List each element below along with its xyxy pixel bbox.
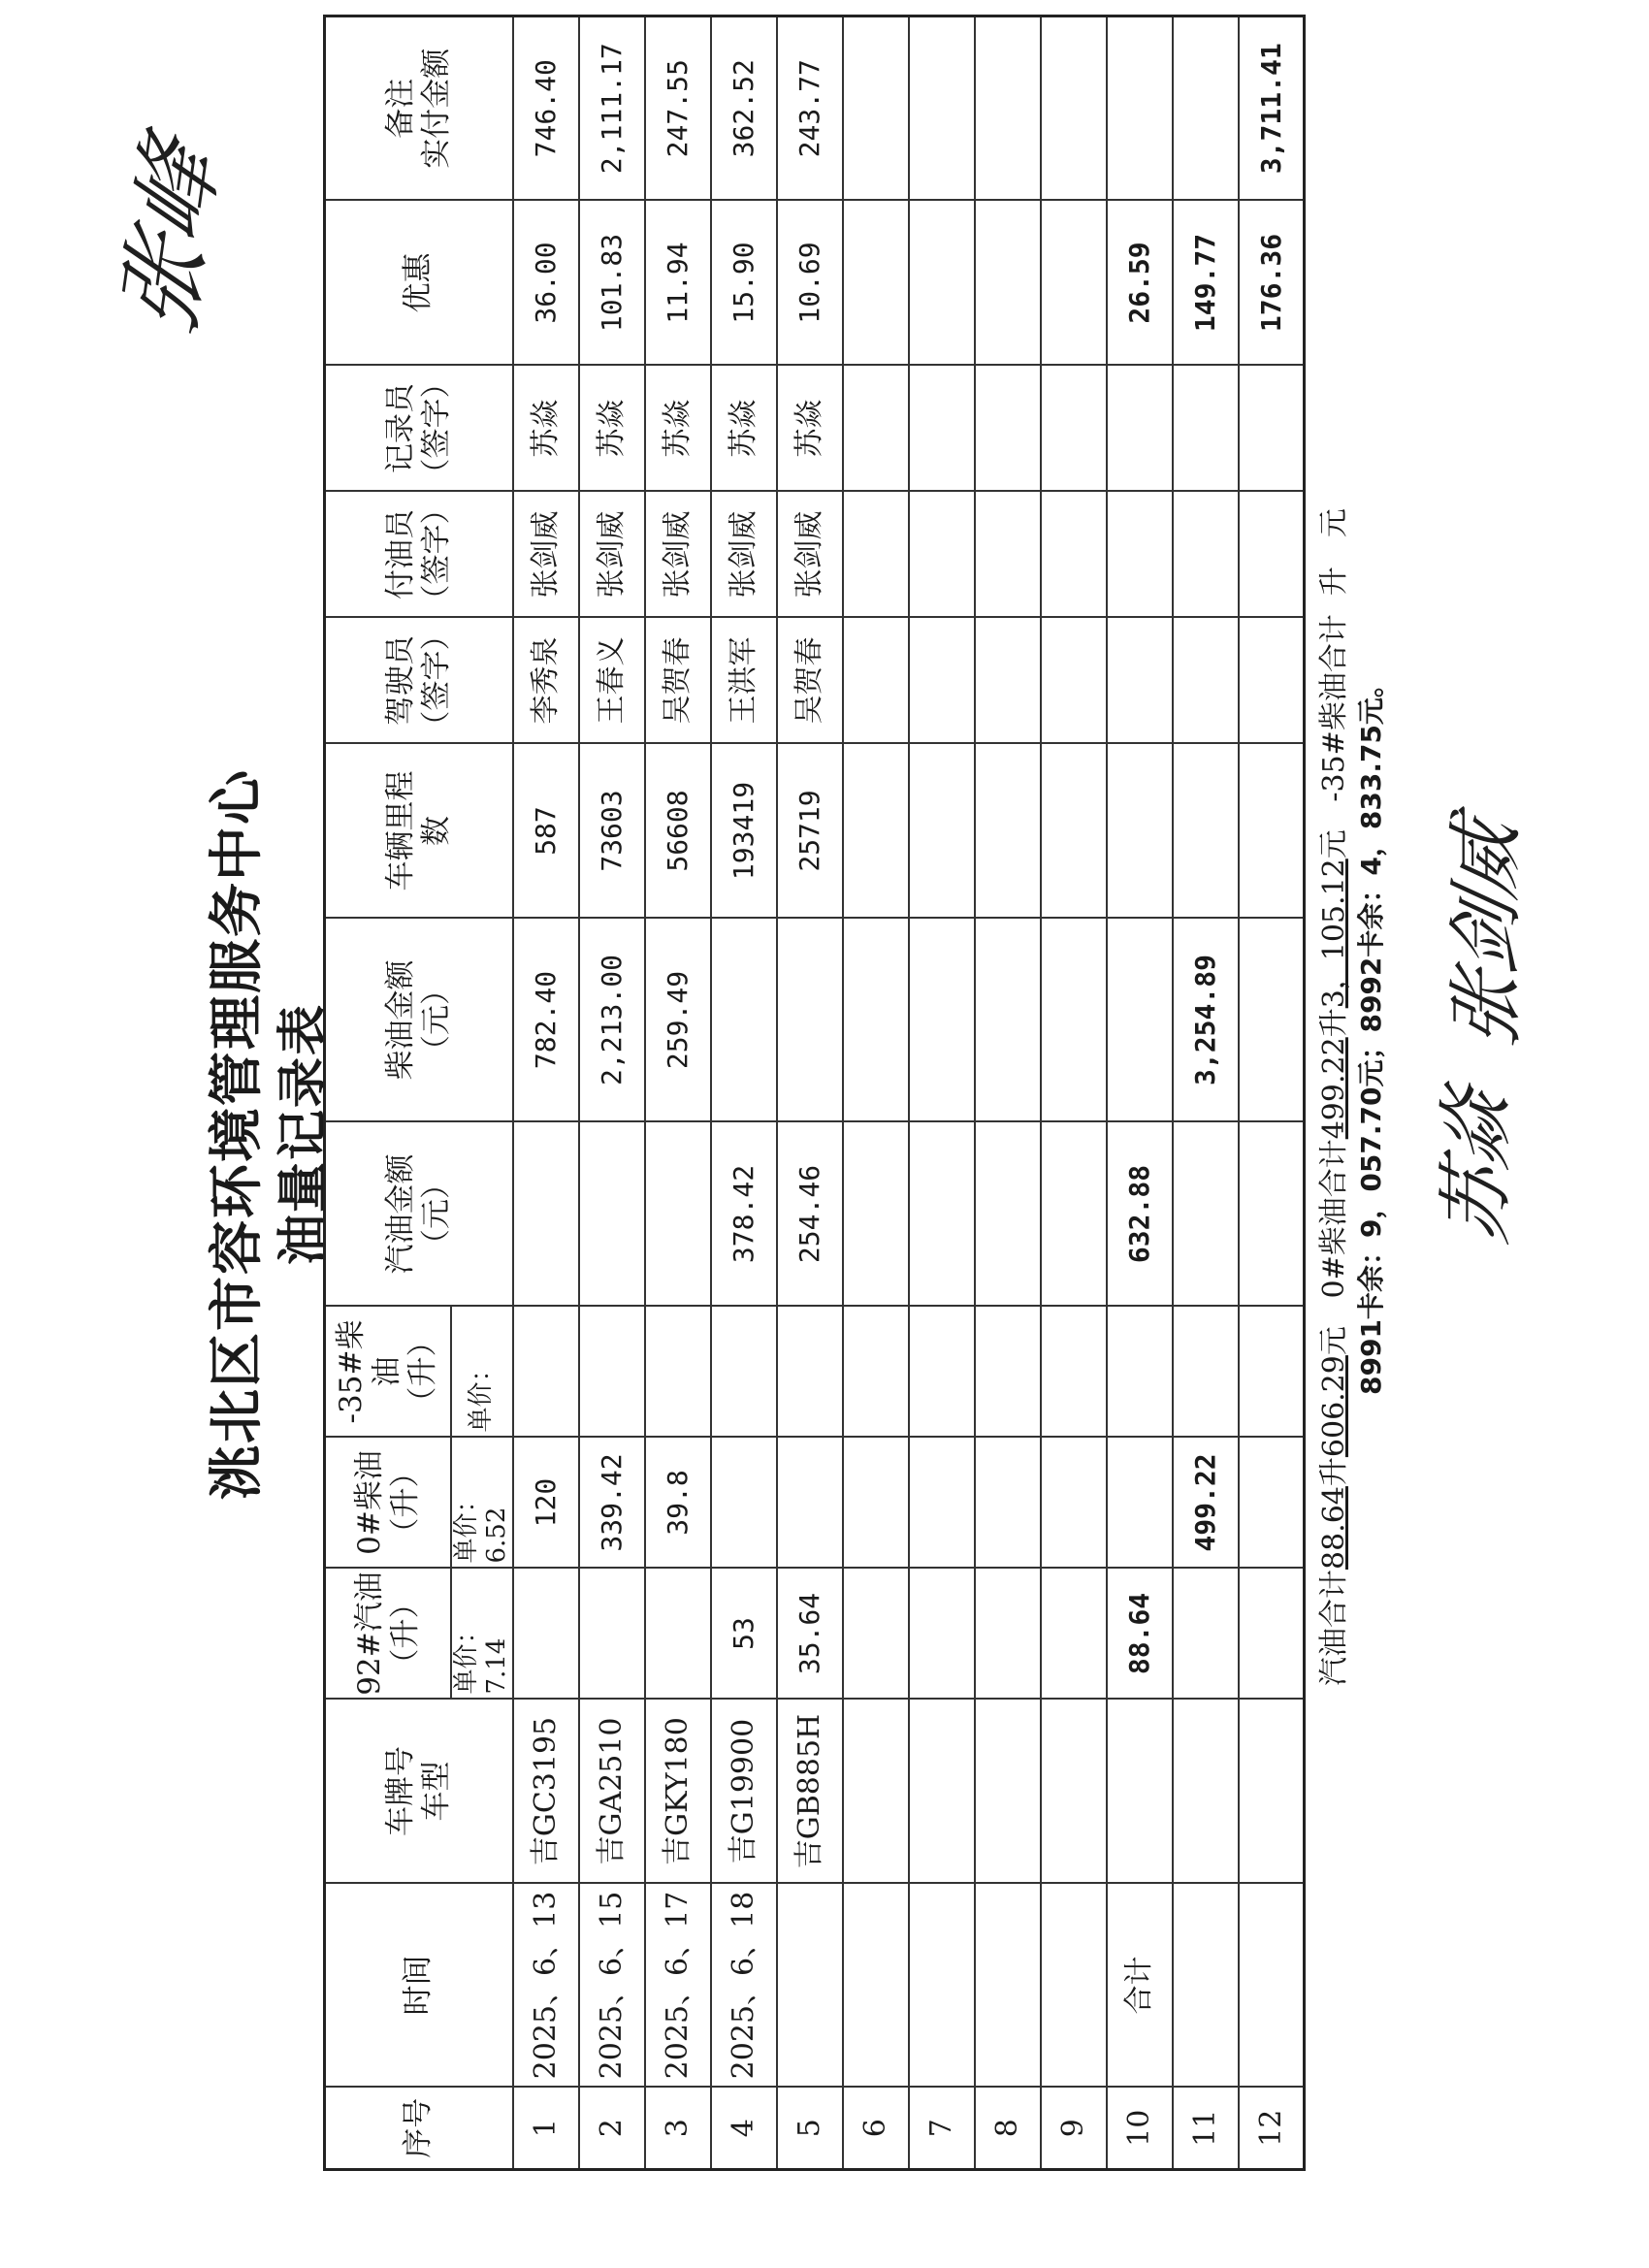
cell-driver	[909, 618, 975, 744]
cell-remark	[1173, 16, 1239, 201]
col-header-discount: 优惠	[325, 201, 513, 366]
footer-gas-total: 606.29	[1317, 1355, 1351, 1458]
cell-gas-amount	[843, 1122, 909, 1307]
document-subtitle: 油量记录表	[274, 1003, 333, 1266]
cell-plate: 吉GB885H	[777, 1700, 843, 1884]
cell-fueler	[1107, 492, 1173, 618]
cell-recorder	[1173, 366, 1239, 492]
footer-diesel35-label: -35#柴油合计	[1317, 614, 1351, 802]
cell-gas92	[1041, 1569, 1107, 1700]
cell-fueler	[1239, 492, 1305, 618]
cell-seq: 5	[777, 2088, 843, 2170]
footer-diesel0-total: 3，105.12	[1317, 859, 1351, 1009]
cell-recorder	[1041, 366, 1107, 492]
cell-discount: 11.94	[645, 201, 711, 366]
cell-time: 2025、6、18	[711, 1884, 777, 2088]
col-header-fueler: 付油员 （签字）	[325, 492, 513, 618]
cell-mileage	[1107, 744, 1173, 919]
cell-time	[1041, 1884, 1107, 2088]
cell-diesel35	[1239, 1307, 1305, 1438]
cell-discount: 101.83	[579, 201, 645, 366]
cell-recorder	[1239, 366, 1305, 492]
cell-fueler: 张剑威	[645, 492, 711, 618]
table-row	[777, 16, 843, 2170]
cell-gas92: 88.64	[1107, 1569, 1173, 1700]
cell-discount	[843, 201, 909, 366]
cell-diesel35	[1107, 1307, 1173, 1438]
cell-diesel0	[711, 1438, 777, 1569]
table-row	[1239, 16, 1305, 2170]
cell-gas-amount: 254.46	[777, 1122, 843, 1307]
col-header-seq: 序号	[325, 2088, 513, 2170]
cell-diesel35	[843, 1307, 909, 1438]
cell-seq: 8	[975, 2088, 1041, 2170]
cell-driver	[1041, 618, 1107, 744]
cell-plate	[1107, 1700, 1173, 1884]
cell-diesel0	[1239, 1438, 1305, 1569]
cell-seq: 10	[1107, 2088, 1173, 2170]
cell-fueler	[1041, 492, 1107, 618]
cell-diesel35	[909, 1307, 975, 1438]
cell-time	[909, 1884, 975, 2088]
cell-diesel35	[777, 1307, 843, 1438]
cell-fueler: 张剑威	[711, 492, 777, 618]
cell-remark: 3,711.41	[1239, 16, 1305, 201]
unit-price-diesel0: 单价：6.52	[451, 1438, 513, 1569]
col-header-remark: 备注 实付金额	[325, 16, 513, 201]
cell-diesel-amount	[1107, 919, 1173, 1122]
cell-diesel0	[909, 1438, 975, 1569]
cell-fueler	[975, 492, 1041, 618]
cell-plate	[843, 1700, 909, 1884]
table-row	[975, 16, 1041, 2170]
cell-diesel35	[1041, 1307, 1107, 1438]
col-header-gas-amount: 汽油金额 （元）	[325, 1122, 513, 1307]
cell-gas92: 35.64	[777, 1569, 843, 1700]
cell-time: 2025、6、13	[513, 1884, 579, 2088]
cell-gas92	[513, 1569, 579, 1700]
cell-recorder	[909, 366, 975, 492]
cell-time	[1239, 1884, 1305, 2088]
cell-diesel0: 339.42	[579, 1438, 645, 1569]
cell-seq: 9	[1041, 2088, 1107, 2170]
cell-time	[1173, 1884, 1239, 2088]
cell-remark: 243.77	[777, 16, 843, 201]
footer-gas-label: 汽油合计	[1317, 1570, 1351, 1686]
cell-remark: 746.40	[513, 16, 579, 201]
cell-gas92	[645, 1569, 711, 1700]
cell-time: 2025、6、17	[645, 1884, 711, 2088]
cell-gas92	[909, 1569, 975, 1700]
footer-liter-unit-2: 升	[1317, 1008, 1351, 1038]
cell-diesel0	[975, 1438, 1041, 1569]
cell-fueler: 张剑威	[777, 492, 843, 618]
footer-liter-unit-1: 升	[1317, 1457, 1351, 1487]
col-header-diesel0: 0#柴油 （升）	[325, 1438, 451, 1569]
signature-recorder: 苏焱	[1434, 1080, 1521, 1251]
cell-driver	[1173, 618, 1239, 744]
unit-price-gas92: 单价：7.14	[451, 1569, 513, 1700]
cell-remark: 2,111.17	[579, 16, 645, 201]
unit-price-diesel35: 单价：	[451, 1307, 513, 1438]
cell-diesel-amount	[975, 919, 1041, 1122]
table-row	[645, 16, 711, 2170]
cell-fueler	[843, 492, 909, 618]
cell-discount: 15.90	[711, 201, 777, 366]
col-header-mileage: 车辆里程 数	[325, 744, 513, 919]
cell-diesel0: 120	[513, 1438, 579, 1569]
document-title: 洮北区市容环境管理服务中心	[205, 768, 269, 1500]
cell-diesel-amount: 2,213.00	[579, 919, 645, 1122]
cell-mileage	[1173, 744, 1239, 919]
cell-seq: 7	[909, 2088, 975, 2170]
table-row	[579, 16, 645, 2170]
cell-discount	[1041, 201, 1107, 366]
cell-time: 合计	[1107, 1884, 1173, 2088]
cell-remark	[1107, 16, 1173, 201]
footer-card-balance: 8991卡余：9，057.70元；8992卡余：4，833.75元。	[1355, 670, 1387, 1395]
footer-diesel0-label: 0#柴油合计	[1317, 1139, 1351, 1299]
cell-mileage: 73603	[579, 744, 645, 919]
cell-driver: 李秀泉	[513, 618, 579, 744]
cell-mileage	[975, 744, 1041, 919]
cell-recorder	[975, 366, 1041, 492]
cell-discount: 149.77	[1173, 201, 1239, 366]
cell-fueler	[909, 492, 975, 618]
cell-driver	[1239, 618, 1305, 744]
cell-recorder	[1107, 366, 1173, 492]
cell-diesel-amount: 782.40	[513, 919, 579, 1122]
cell-discount: 176.36	[1239, 201, 1305, 366]
cell-gas92	[1239, 1569, 1305, 1700]
col-header-time: 时间	[325, 1884, 513, 2088]
cell-mileage: 25719	[777, 744, 843, 919]
col-header-diesel-amount: 柴油金额 （元）	[325, 919, 513, 1122]
cell-gas92	[975, 1569, 1041, 1700]
cell-plate	[909, 1700, 975, 1884]
table-row	[1173, 16, 1239, 2170]
cell-diesel-amount	[843, 919, 909, 1122]
cell-diesel35	[513, 1307, 579, 1438]
cell-plate: 吉GKY180	[645, 1700, 711, 1884]
cell-gas-amount	[1173, 1122, 1239, 1307]
table-row	[909, 16, 975, 2170]
cell-mileage: 56608	[645, 744, 711, 919]
cell-diesel-amount	[1239, 919, 1305, 1122]
cell-gas-amount	[579, 1122, 645, 1307]
cell-time	[777, 1884, 843, 2088]
cell-remark	[975, 16, 1041, 201]
cell-recorder	[843, 366, 909, 492]
cell-diesel35	[645, 1307, 711, 1438]
cell-diesel0: 39.8	[645, 1438, 711, 1569]
cell-driver: 王春义	[579, 618, 645, 744]
cell-recorder: 苏焱	[579, 366, 645, 492]
cell-fueler: 张剑威	[579, 492, 645, 618]
cell-seq: 1	[513, 2088, 579, 2170]
cell-fueler	[1173, 492, 1239, 618]
cell-seq: 3	[645, 2088, 711, 2170]
cell-mileage	[1239, 744, 1305, 919]
table-row	[1107, 16, 1173, 2170]
cell-mileage: 193419	[711, 744, 777, 919]
cell-diesel-amount: 3,254.89	[1173, 919, 1239, 1122]
footer-yuan-unit-1: 元	[1317, 1326, 1351, 1356]
cell-diesel-amount	[909, 919, 975, 1122]
cell-gas92	[1173, 1569, 1239, 1700]
table-body	[513, 16, 1305, 2170]
cell-seq: 11	[1173, 2088, 1239, 2170]
cell-remark: 362.52	[711, 16, 777, 201]
cell-diesel-amount	[777, 919, 843, 1122]
cell-driver	[843, 618, 909, 744]
cell-mileage	[843, 744, 909, 919]
cell-seq: 2	[579, 2088, 645, 2170]
cell-gas92	[843, 1569, 909, 1700]
cell-recorder: 苏焱	[711, 366, 777, 492]
cell-remark	[909, 16, 975, 201]
cell-diesel0	[1041, 1438, 1107, 1569]
cell-driver	[975, 618, 1041, 744]
table-row	[513, 16, 579, 2170]
cell-plate	[1239, 1700, 1305, 1884]
col-header-driver: 驾驶员 （签字）	[325, 618, 513, 744]
cell-gas-amount	[1041, 1122, 1107, 1307]
cell-plate	[975, 1700, 1041, 1884]
cell-discount	[975, 201, 1041, 366]
cell-diesel35	[975, 1307, 1041, 1438]
cell-gas92	[579, 1569, 645, 1700]
cell-driver: 王洪军	[711, 618, 777, 744]
footer-diesel0-liters: 499.22	[1317, 1037, 1351, 1140]
cell-gas-amount: 378.42	[711, 1122, 777, 1307]
cell-gas-amount	[513, 1122, 579, 1307]
signature-fueler: 张剑威	[1443, 810, 1531, 1057]
cell-plate	[1041, 1700, 1107, 1884]
cell-plate	[1173, 1700, 1239, 1884]
cell-discount: 10.69	[777, 201, 843, 366]
cell-remark	[1041, 16, 1107, 201]
cell-driver	[1107, 618, 1173, 744]
cell-gas92: 53	[711, 1569, 777, 1700]
footer-totals	[1310, 508, 1352, 1686]
col-header-plate: 车牌号 车型	[325, 1700, 513, 1884]
cell-gas-amount	[645, 1122, 711, 1307]
cell-remark	[843, 16, 909, 201]
cell-gas-amount	[975, 1122, 1041, 1307]
cell-discount: 26.59	[1107, 201, 1173, 366]
cell-seq: 12	[1239, 2088, 1305, 2170]
cell-fueler: 张剑威	[513, 492, 579, 618]
cell-mileage	[1041, 744, 1107, 919]
cell-diesel-amount	[711, 919, 777, 1122]
cell-plate: 吉GA2510	[579, 1700, 645, 1884]
cell-recorder: 苏焱	[513, 366, 579, 492]
table-header-row	[325, 16, 451, 2170]
cell-time	[843, 1884, 909, 2088]
cell-time	[975, 1884, 1041, 2088]
cell-recorder: 苏焱	[777, 366, 843, 492]
cell-seq: 6	[843, 2088, 909, 2170]
footer-diesel35-tail: 升 元	[1317, 508, 1351, 597]
col-header-recorder: 记录员 （签字）	[325, 366, 513, 492]
col-header-gas92: 92#汽油 （升）	[325, 1569, 451, 1700]
cell-gas-amount	[909, 1122, 975, 1307]
fuel-record-table	[323, 15, 1306, 2171]
cell-mileage	[909, 744, 975, 919]
cell-time: 2025、6、15	[579, 1884, 645, 2088]
cell-diesel35	[1173, 1307, 1239, 1438]
cell-seq: 4	[711, 2088, 777, 2170]
footer-yuan-unit-2: 元	[1317, 829, 1351, 859]
cell-remark: 247.55	[645, 16, 711, 201]
cell-diesel0: 499.22	[1173, 1438, 1239, 1569]
table-row	[843, 16, 909, 2170]
cell-gas-amount	[1239, 1122, 1305, 1307]
cell-diesel-amount: 259.49	[645, 919, 711, 1122]
cell-diesel-amount	[1041, 919, 1107, 1122]
cell-gas-amount: 632.88	[1107, 1122, 1173, 1307]
col-header-diesel35: -35#柴油 （升）	[325, 1307, 451, 1438]
table-row	[1041, 16, 1107, 2170]
cell-diesel35	[711, 1307, 777, 1438]
cell-diesel0	[843, 1438, 909, 1569]
cell-recorder: 苏焱	[645, 366, 711, 492]
cell-plate: 吉G19900	[711, 1700, 777, 1884]
cell-discount: 36.00	[513, 201, 579, 366]
cell-driver: 吴贺春	[777, 618, 843, 744]
cell-mileage: 587	[513, 744, 579, 919]
signature-approver: 张峰	[105, 124, 236, 351]
footer-gas-liters: 88.64	[1317, 1486, 1351, 1570]
cell-driver: 吴贺春	[645, 618, 711, 744]
cell-diesel35	[579, 1307, 645, 1438]
cell-diesel0	[1107, 1438, 1173, 1569]
cell-discount	[909, 201, 975, 366]
cell-plate: 吉GC3195	[513, 1700, 579, 1884]
cell-diesel0	[777, 1438, 843, 1569]
table-row	[711, 16, 777, 2170]
